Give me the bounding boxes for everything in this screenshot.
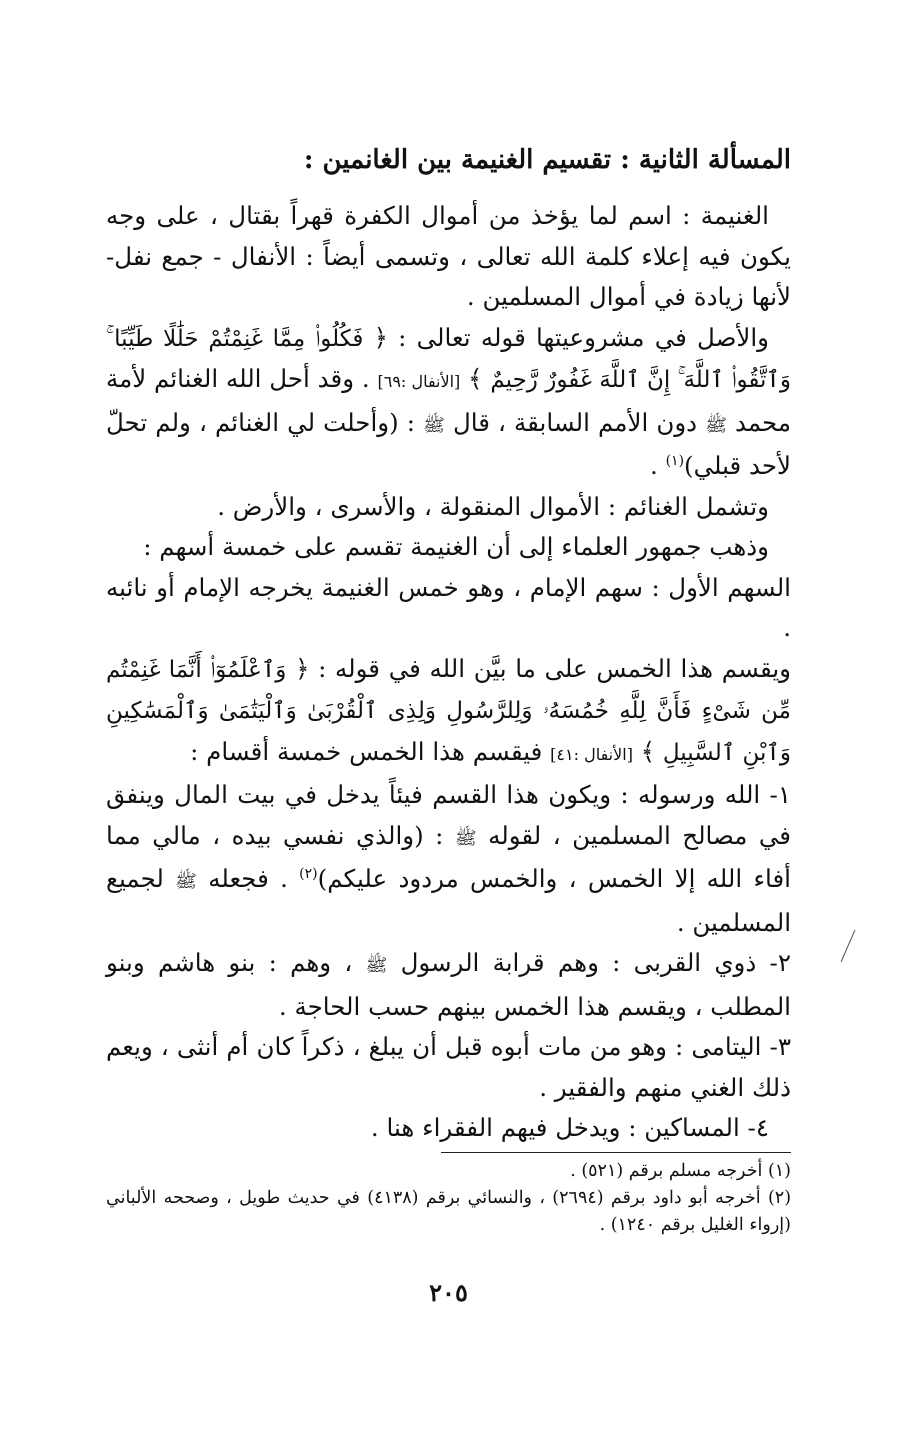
paragraph-first-share: السهم الأول : سهم الإمام ، وهو خمس الغنيمة يخرجه الإمام أو نائبه .: [106, 572, 791, 642]
footnote-2: (٢) أخرجه أبو داود برقم (٢٦٩٤) ، والنسائي برقم (٤١٣٨) في حديث طويل ، وصححه الألباني (إرواء الغليل برقم ١٢٤٠) .: [106, 1188, 792, 1235]
paragraph-definition: الغنيمة : اسم لما يؤخذ من أموال الكفرة قهراً بقتال ، على وجه يكون فيه إعلاء كلمة الله تعالى ، وتسمى أيضاً : الأنفال - جمع نفل- لأنها زيادة في أموال المسلمين .: [106, 201, 791, 311]
footnote-marker-1: (١): [665, 452, 685, 469]
paragraph-fifth-division: [106, 649, 791, 776]
item-1-mid: . فجعله: [196, 864, 300, 893]
item-2-lead: ٢- ذوي القربى : وهم قرابة الرسول: [387, 948, 791, 977]
salawat-symbol: ﷺ: [454, 827, 477, 849]
division-lead: ويقسم هذا الخمس على ما بيَّن الله في قوله : ﴿: [286, 653, 791, 683]
paragraph-majority-view: وذهب جمهور العلماء إلى أن الغنيمة تقسم على خمسة أسهم :: [143, 532, 769, 561]
body-text: [106, 196, 791, 1149]
list-item-needy: ٤- المساكين : ويدخل فيهم الفقراء هنا .: [370, 1113, 769, 1142]
salawat-symbol: ﷺ: [423, 414, 445, 436]
origin-lead: والأصل في مشروعيتها قوله تعالى : ﴿: [363, 322, 769, 352]
paragraph-scope: وتشمل الغنائم : الأموال المنقولة ، والأسرى ، والأرض .: [217, 491, 769, 521]
footnote-divider: [441, 1152, 791, 1153]
item-2-tail: ، وهم : بنو هاشم وبنو المطلب ، ويقسم هذا الخمس بينهم حسب الحاجة .: [106, 948, 791, 1021]
quran-verse-69: فَكُلُوا۟ مِمَّا غَنِمْتُمْ حَلَٰلًا طَيِّبًا ۚ وَٱتَّقُوا۟ ٱللَّهَ ۚ إِنَّ ٱللَّهَ غَفُورٌ رَّحِيمٌ: [106, 325, 792, 393]
verse-reference-41: [الأنفال :٤١]: [550, 744, 633, 764]
salawat-symbol: ﷺ: [705, 414, 727, 436]
list-item-orphans: ٣- اليتامى : وهو من مات أبوه قبل أن يبلغ ، ذكراً كان أم أنثى ، ويعم ذلك الغني منهم والفقير .: [106, 1032, 791, 1102]
quran-verse-41: وَٱعْلَمُوٓا۟ أَنَّمَا غَنِمْتُم مِّن شَىْءٍ فَأَنَّ لِلَّهِ خُمُسَهُۥ وَلِلرَّسُولِ وَلِذِى ٱلْقُرْبَىٰ وَٱلْيَتَٰمَىٰ وَٱلْمَسَٰكِينِ وَٱبْنِ ٱلسَّبِيلِ: [106, 656, 791, 766]
origin-mid: . وقد أحل الله الغنائم لأمة محمد: [106, 364, 791, 437]
margin-pencil-mark: [838, 928, 858, 964]
division-verse-close: ﴾: [632, 736, 663, 766]
list-item-allah-messenger: [106, 775, 791, 943]
page-number: ٢٠٥: [429, 1278, 468, 1307]
verse-reference-69: [الأنفال :٦٩]: [377, 372, 461, 391]
salawat-symbol: ﷺ: [365, 955, 388, 976]
list-item-relatives: [106, 943, 791, 1027]
paragraph-origin: [106, 318, 791, 487]
origin-end: .: [649, 451, 666, 480]
hadith-quote-1: : (وأحلت لي الغنائم ، ولم تحلّ لأحد قبلي): [106, 407, 791, 480]
footnote-marker-2: (٢): [299, 865, 318, 882]
hadith-quote-2: : (والذي نفسي بيده ، مالي مما أفاء الله إلا الخمس ، والخمس مردود عليكم): [106, 820, 791, 893]
division-tail: فيقسم هذا الخمس خمسة أقسام :: [190, 736, 551, 766]
item-1-end: لجميع المسلمين .: [106, 864, 791, 937]
salawat-symbol: ﷺ: [175, 871, 197, 892]
footnotes: [106, 1158, 791, 1239]
footnote-1: (١) أخرجه مسلم برقم (٥٢١) .: [570, 1161, 791, 1181]
origin-verse-close: ﴾: [460, 364, 491, 393]
origin-tail: دون الأمم السابقة ، قال: [444, 407, 706, 437]
section-heading: المسألة الثانية : تقسيم الغنيمة بين الغانمين :: [303, 145, 791, 175]
item-1-lead: ١- الله ورسوله : ويكون هذا القسم فيئاً يدخل في بيت المال وينفق في مصالح المسلمين ، لقوله: [106, 780, 791, 850]
